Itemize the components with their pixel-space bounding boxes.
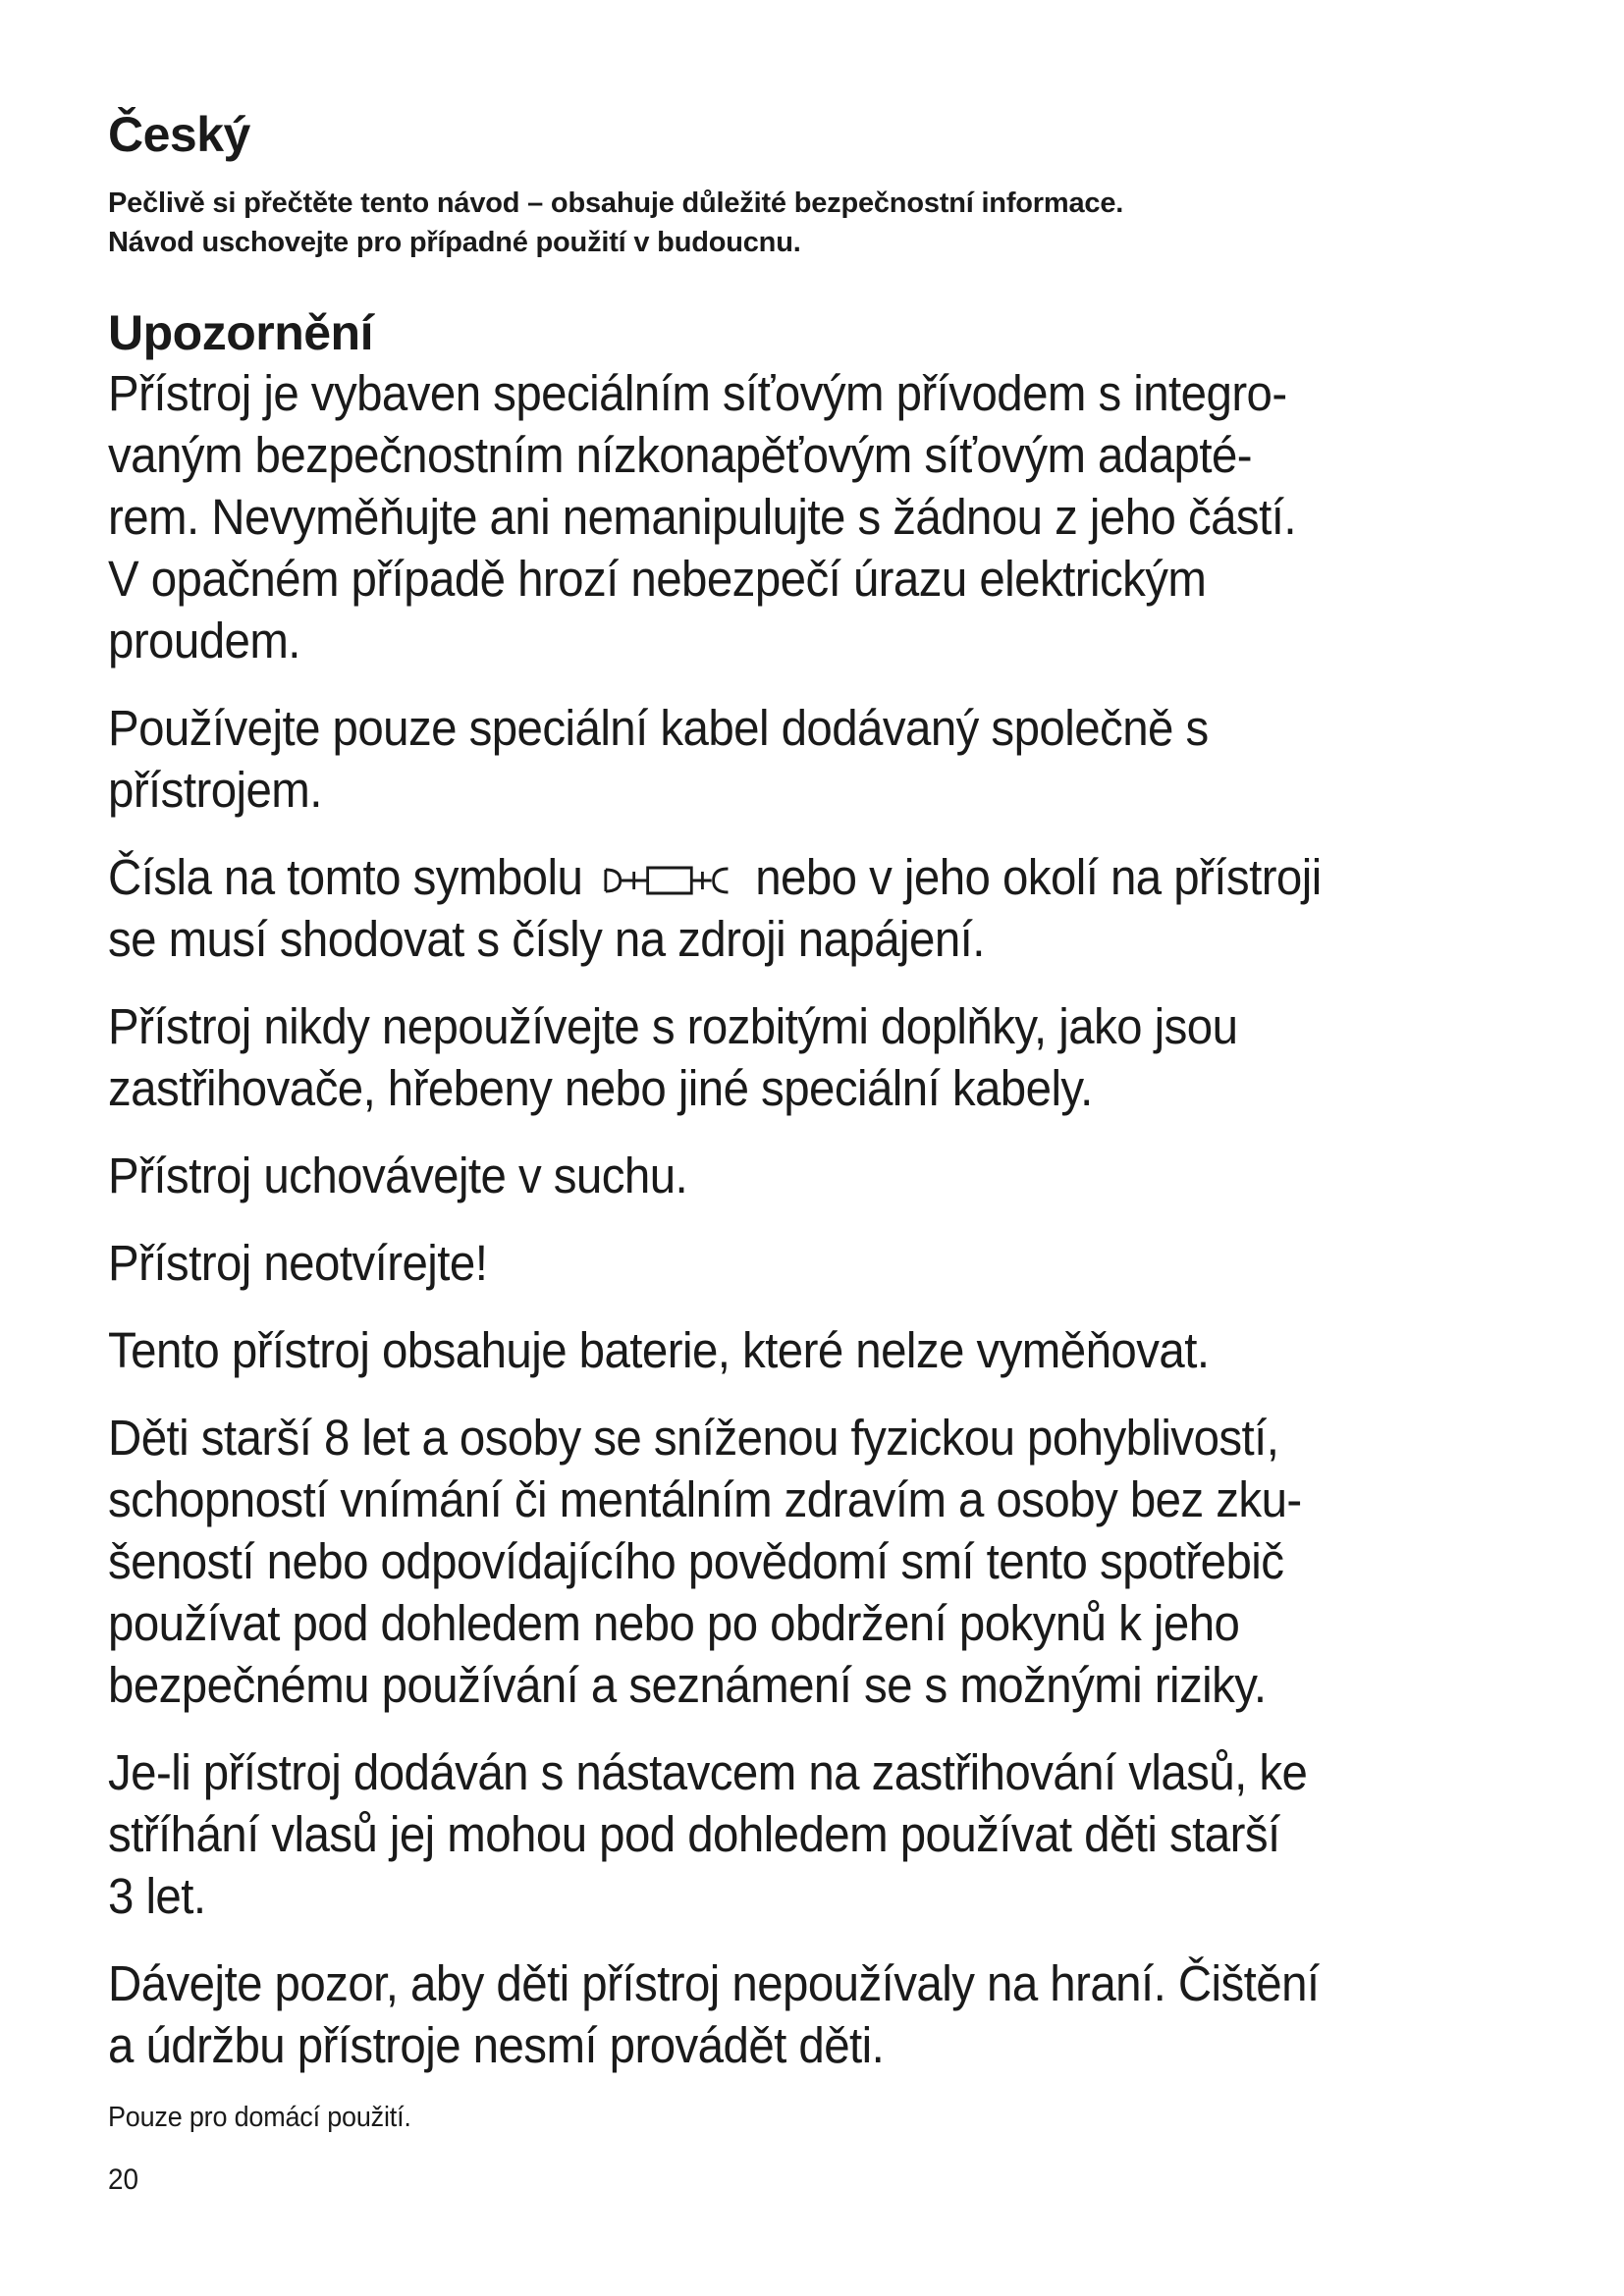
paragraph-accessories <box>108 995 1560 1119</box>
text-segment: Čísla na tomto symbolu <box>108 848 583 905</box>
text-segment: nebo v jeho okolí na přístroji <box>755 848 1322 905</box>
text-line: V opačném případě hrozí nebezpečí úrazu elektrickým <box>108 550 1207 607</box>
text-line: přístrojem. <box>108 761 322 818</box>
text-line: proudem. <box>108 612 300 668</box>
text-line: rem. Nevyměňujte ani nemanipulujte s žádnou z jeho částí. <box>108 488 1296 545</box>
section-title: Upozornění <box>108 305 373 361</box>
text-line: Přístroj je vybaven speciálním síťovým přívodem s integro- <box>108 364 1287 421</box>
text-line: a údržbu přístroje nesmí provádět děti. <box>108 2017 885 2074</box>
text-line: Tento přístroj obsahuje baterie, které nelze vyměňovat. <box>108 1321 1210 1378</box>
text-line: vaným bezpečnostním nízkonapěťovým síťovým adapté- <box>108 426 1253 483</box>
text-line: používat pod dohledem nebo po obdržení pokynů k jeho <box>108 1595 1240 1652</box>
paragraph-children-supervision <box>108 1407 1560 1716</box>
text-line: Používejte pouze speciální kabel dodávaný společně s <box>108 699 1209 756</box>
footnote: Pouze pro domácí použití. <box>108 2102 411 2134</box>
text-line: se musí shodovat s čísly na zdroji napájení. <box>108 910 985 967</box>
text-line: Přístroj neotvírejte! <box>108 1234 488 1291</box>
text-line <box>108 846 1560 908</box>
manual-page <box>108 108 1551 2197</box>
paragraph-hair-attachment <box>108 1741 1560 1927</box>
page-number: 20 <box>108 2163 139 2197</box>
text-line: schopností vnímání či mentálním zdravím a osoby bez zku- <box>108 1471 1302 1527</box>
paragraph-keep-dry <box>108 1145 1560 1206</box>
text-line: bezpečnému používání a seznámení se s možnými riziky. <box>108 1657 1267 1714</box>
text-line: šeností nebo odpovídajícího povědomí smí tento spotřebič <box>108 1533 1284 1590</box>
text-line: 3 let. <box>108 1868 206 1925</box>
text-line: Přístroj uchovávejte v suchu. <box>108 1147 688 1203</box>
language-title: Český <box>108 107 250 162</box>
paragraph-power-supply <box>108 362 1560 671</box>
text-line: Děti starší 8 let a osoby se sníženou fyzickou pohyblivostí, <box>108 1409 1279 1466</box>
paragraph-cable <box>108 697 1560 821</box>
paragraph-batteries <box>108 1319 1560 1381</box>
intro-text <box>108 184 1551 262</box>
text-line: stříhání vlasů jej mohou pod dohledem používat děti starší <box>108 1806 1280 1863</box>
text-line: zastřihovače, hřebeny nebo jiné speciální kabely. <box>108 1059 1093 1116</box>
power-connector-icon <box>601 860 738 901</box>
paragraph-children-play <box>108 1952 1560 2076</box>
paragraph-do-not-open <box>108 1232 1560 1294</box>
paragraph-symbol <box>108 846 1560 970</box>
intro-line: Pečlivě si přečtěte tento návod – obsahuje důležité bezpečnostní informace. <box>108 187 1124 219</box>
intro-line: Návod uschovejte pro případné použití v budoucnu. <box>108 227 801 259</box>
text-line: Je-li přístroj dodáván s nástavcem na zastřihování vlasů, ke <box>108 1744 1308 1801</box>
text-line: Přístroj nikdy nepoužívejte s rozbitými doplňky, jako jsou <box>108 997 1238 1054</box>
text-line: Dávejte pozor, aby děti přístroj nepoužívaly na hraní. Čištění <box>108 1955 1320 2012</box>
